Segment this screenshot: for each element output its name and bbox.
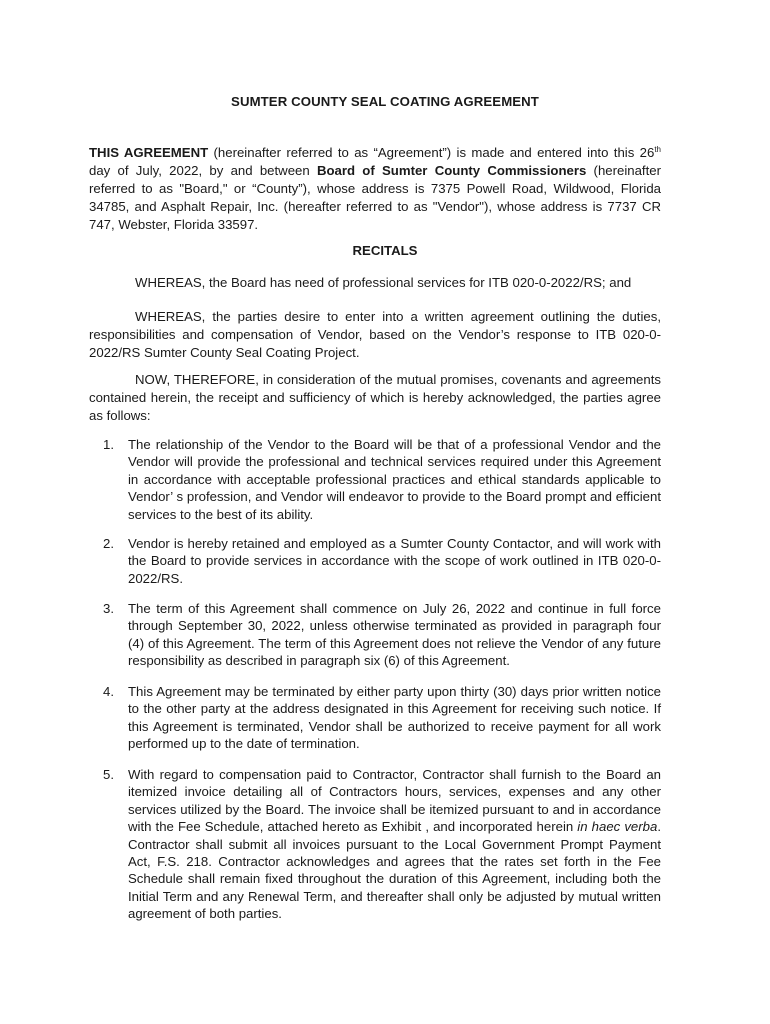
list-item: [89, 766, 661, 923]
recitals-heading: RECITALS: [352, 243, 418, 258]
list-item: [89, 683, 661, 753]
whereas-2: WHEREAS, the parties desire to enter into a written agreement outlining the duties, responsibilities and compensation of Vendor, based on the Vendor’s response to ITB 020-0-2022/RS Sumter County Seal Coating Project.: [89, 309, 661, 361]
item5-text-a: With regard to compensation paid to Contractor, Contractor shall furnish to the Board an itemized invoice detailing all of Contractors hours, services, expenses and any other services utilized by the Board. The invoice shall be itemized pursuant to and in accordance with the Fee Schedule, attached hereto as Exhibit , and incorporated herein: [128, 767, 661, 835]
list-item-number: 3.: [103, 601, 114, 616]
list-item-number: 2.: [103, 536, 114, 551]
intro-lead: THIS AGREEMENT: [89, 145, 209, 160]
list-item: [89, 535, 661, 587]
list-item-text: The relationship of the Vendor to the Board will be that of a professional Vendor and the Vendor will provide the professional and technical services required under this Agreement in accordance with acceptable professional practices and ethical standards applicable to Vendor’ s profession, and Vendor will endeavor to provide to the Board prompt and efficient services to the best of its ability.: [128, 437, 661, 522]
list-item-text: This Agreement may be terminated by either party upon thirty (30) days prior written notice to the other party at the address designated in this Agreement for receiving such notice. If this Agreement is terminated, Vendor shall be authorized to receive payment for all work performed up to the date of termination.: [128, 684, 661, 752]
intro-part2: day of July, 2022, by and between: [89, 163, 317, 179]
intro-part1: (hereinafter referred to as “Agreement”) is made and entered into this 26: [208, 145, 655, 160]
intro-board: Board of Sumter County Commissioners: [316, 163, 587, 179]
list-item: [89, 600, 661, 670]
list-item-number: 1.: [103, 437, 114, 452]
intro-sup: th: [654, 145, 661, 154]
intro-paragraph: [89, 144, 661, 234]
list-item-text: The term of this Agreement shall commence on July 26, 2022 and continue in full force through September 30, 2022, unless otherwise terminated as provided in paragraph four (4) of this Agreement. The term of this Agreement does not relieve the Vendor of any future responsibility as described in paragraph six (6) of this Agreement.: [128, 601, 661, 669]
item5-latin: in haec verba: [577, 819, 658, 835]
list-item-number: 5.: [103, 767, 114, 782]
list-item-text: [128, 766, 661, 923]
whereas-1: WHEREAS, the Board has need of professional services for ITB 020-0-2022/RS; and: [135, 275, 632, 290]
intro-part3: (hereinafter referred to as "Board," or “County”), whose address is 7375 Powell Road, Wildwood, Florida 34785, and Asphalt Repair, Inc. (hereafter referred to as "Vendor"), whose address is 7737 CR 747, Webster, Florida 33597.: [89, 163, 661, 233]
now-therefore: NOW, THEREFORE, in consideration of the mutual promises, covenants and agreements contained herein, the receipt and sufficiency of which is hereby acknowledged, the parties agree as follows:: [89, 372, 661, 424]
document-title: SUMTER COUNTY SEAL COATING AGREEMENT: [231, 94, 539, 109]
list-item-number: 4.: [103, 684, 114, 699]
item5-text-b: . Contractor shall submit all invoices pursuant to the Local Government Prompt Payment Act, F.S. 218. Contractor acknowledges and agrees that the rates set forth in the Fee Schedule shall remain fixed throughout the duration of this Agreement, including both the Initial Term and any Renewal Term, and thereafter shall only be adjusted by mutual written agreement of both parties.: [128, 819, 661, 922]
list-item: [89, 436, 661, 523]
list-item-text: Vendor is hereby retained and employed as a Sumter County Contactor, and will work with the Board to provide services in accordance with the scope of work outlined in ITB 020-0-2022/RS.: [128, 536, 661, 586]
